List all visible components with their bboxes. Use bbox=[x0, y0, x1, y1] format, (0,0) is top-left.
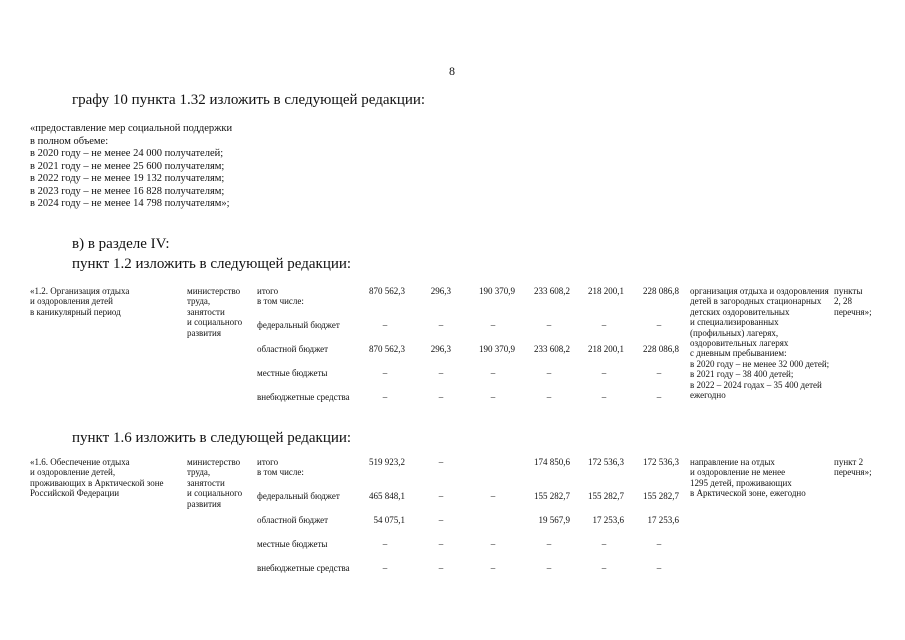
table-cell-dash: – bbox=[601, 368, 607, 378]
table-cell-value: 17 253,6 bbox=[592, 515, 624, 525]
expected-result: организация отдыха и оздоровления детей в загородных стационарных детских оздоровительных и специализированных (профильных) лагерях, оздоровительных лагерях с дневным пребыванием: в 2020 году – не менее 32 000 детей; в 2021 году – 38 400 детей; в 2022 – 2024 годах – 35 400 детей ежегодно bbox=[690, 286, 830, 401]
table-cell-value: 172 536,3 bbox=[588, 457, 624, 467]
table-cell-value: 218 200,1 bbox=[588, 286, 624, 296]
table-cell-dash: – bbox=[438, 320, 444, 330]
table-cell-dash: – bbox=[656, 539, 662, 549]
table-cell-dash: – bbox=[438, 392, 444, 402]
table-cell-value: 190 370,9 bbox=[479, 286, 515, 296]
table-cell-value: 54 075,1 bbox=[373, 515, 405, 525]
reference: пункт 2 перечня»; bbox=[834, 457, 872, 478]
table-cell-dash: – bbox=[490, 563, 496, 573]
table-cell-value: 465 848,1 bbox=[369, 491, 405, 501]
quote-line: в 2020 году – не менее 24 000 получателей; bbox=[30, 148, 224, 159]
funding-source-label: федеральный бюджет bbox=[257, 491, 340, 501]
funding-source-label: итого в том числе: bbox=[257, 286, 304, 307]
table-cell-dash: – bbox=[490, 539, 496, 549]
table-cell-dash: – bbox=[490, 320, 496, 330]
table-cell-dash: – bbox=[656, 392, 662, 402]
table-cell-value: 172 536,3 bbox=[643, 457, 679, 467]
table-cell-value: 870 562,3 bbox=[369, 344, 405, 354]
heading-graph10: графу 10 пункта 1.32 изложить в следующей редакции: bbox=[72, 92, 426, 108]
table-cell-dash: – bbox=[438, 539, 444, 549]
table-cell-dash: – bbox=[490, 368, 496, 378]
table-cell-dash: – bbox=[601, 392, 607, 402]
table-cell-dash: – bbox=[656, 368, 662, 378]
table-cell-dash: – bbox=[382, 392, 388, 402]
table-cell-value: 17 253,6 bbox=[647, 515, 679, 525]
table-cell-value: 296,3 bbox=[430, 286, 451, 296]
expected-result: направление на отдых и оздоровление не менее 1295 детей, проживающих в Арктической зоне, ежегодно bbox=[690, 457, 806, 499]
table-cell-dash: – bbox=[546, 539, 552, 549]
table-cell-value: 218 200,1 bbox=[588, 344, 624, 354]
table-cell-dash: – bbox=[438, 515, 444, 525]
table-cell-dash: – bbox=[438, 491, 444, 501]
table-cell-value: 174 850,6 bbox=[534, 457, 570, 467]
funding-source-label: внебюджетные средства bbox=[257, 392, 350, 402]
table-cell-value: 233 608,2 bbox=[534, 344, 570, 354]
executor: министерство труда, занятости и социального развития bbox=[187, 286, 243, 338]
table-cell-dash: – bbox=[382, 563, 388, 573]
measure-name: «1.2. Организация отдыха и оздоровления детей в каникулярный период bbox=[30, 286, 130, 317]
funding-source-label: областной бюджет bbox=[257, 515, 329, 525]
table-cell-dash: – bbox=[546, 563, 552, 573]
funding-source-label: местные бюджеты bbox=[257, 368, 328, 378]
table-cell-dash: – bbox=[438, 563, 444, 573]
table-cell-dash: – bbox=[382, 320, 388, 330]
table-cell-value: 233 608,2 bbox=[534, 286, 570, 296]
table-cell-value: 228 086,8 bbox=[643, 344, 679, 354]
table-cell-value: 190 370,9 bbox=[479, 344, 515, 354]
table-cell-dash: – bbox=[490, 491, 496, 501]
table-cell-dash: – bbox=[438, 457, 444, 467]
table-cell-value: 155 282,7 bbox=[534, 491, 570, 501]
table-cell-dash: – bbox=[546, 368, 552, 378]
measure-name: «1.6. Обеспечение отдыха и оздоровление детей, проживающих в Арктической зоне Российской Федерации bbox=[30, 457, 164, 499]
funding-source-label: итого в том числе: bbox=[257, 457, 304, 478]
quote-line: в 2021 году – не менее 25 600 получателям; bbox=[30, 160, 225, 172]
funding-source-label: федеральный бюджет bbox=[257, 320, 340, 330]
heading-section4: в) в разделе IV: bbox=[72, 236, 170, 252]
table-cell-value: 870 562,3 bbox=[369, 286, 405, 296]
reference: пункты 2, 28 перечня»; bbox=[834, 286, 872, 317]
funding-source-label: областной бюджет bbox=[257, 344, 329, 354]
table-cell-dash: – bbox=[601, 563, 607, 573]
table-cell-dash: – bbox=[438, 368, 444, 378]
page-number: 8 bbox=[449, 64, 455, 78]
table-cell-value: 155 282,7 bbox=[643, 491, 679, 501]
heading-item-1-6: пункт 1.6 изложить в следующей редакции: bbox=[72, 430, 352, 446]
heading-item-1-2: пункт 1.2 изложить в следующей редакции: bbox=[72, 256, 352, 272]
table-cell-dash: – bbox=[490, 392, 496, 402]
table-cell-dash: – bbox=[546, 392, 552, 402]
table-cell-dash: – bbox=[601, 539, 607, 549]
quote-block bbox=[30, 123, 232, 211]
quote-line: «предоставление мер социальной поддержки bbox=[30, 123, 233, 134]
funding-source-label: внебюджетные средства bbox=[257, 563, 350, 573]
quote-line: в полном объеме: bbox=[30, 135, 109, 147]
table-cell-dash: – bbox=[546, 320, 552, 330]
table-cell-dash: – bbox=[656, 563, 662, 573]
table-cell-value: 519 923,2 bbox=[369, 457, 405, 467]
quote-line: в 2023 году – не менее 16 828 получателям; bbox=[30, 185, 225, 197]
table-cell-value: 228 086,8 bbox=[643, 286, 679, 296]
quote-line: в 2022 году – не менее 19 132 получателям; bbox=[30, 173, 225, 184]
table-cell-dash: – bbox=[601, 320, 607, 330]
table-cell-value: 296,3 bbox=[430, 344, 451, 354]
executor: министерство труда, занятости и социального развития bbox=[187, 457, 243, 509]
table-cell-dash: – bbox=[656, 320, 662, 330]
table-cell-dash: – bbox=[382, 368, 388, 378]
table-cell-value: 19 567,9 bbox=[538, 515, 570, 525]
quote-line: в 2024 году – не менее 14 798 получателям»; bbox=[30, 198, 230, 209]
funding-source-label: местные бюджеты bbox=[257, 539, 328, 549]
table-cell-dash: – bbox=[382, 539, 388, 549]
table-cell-value: 155 282,7 bbox=[588, 491, 624, 501]
